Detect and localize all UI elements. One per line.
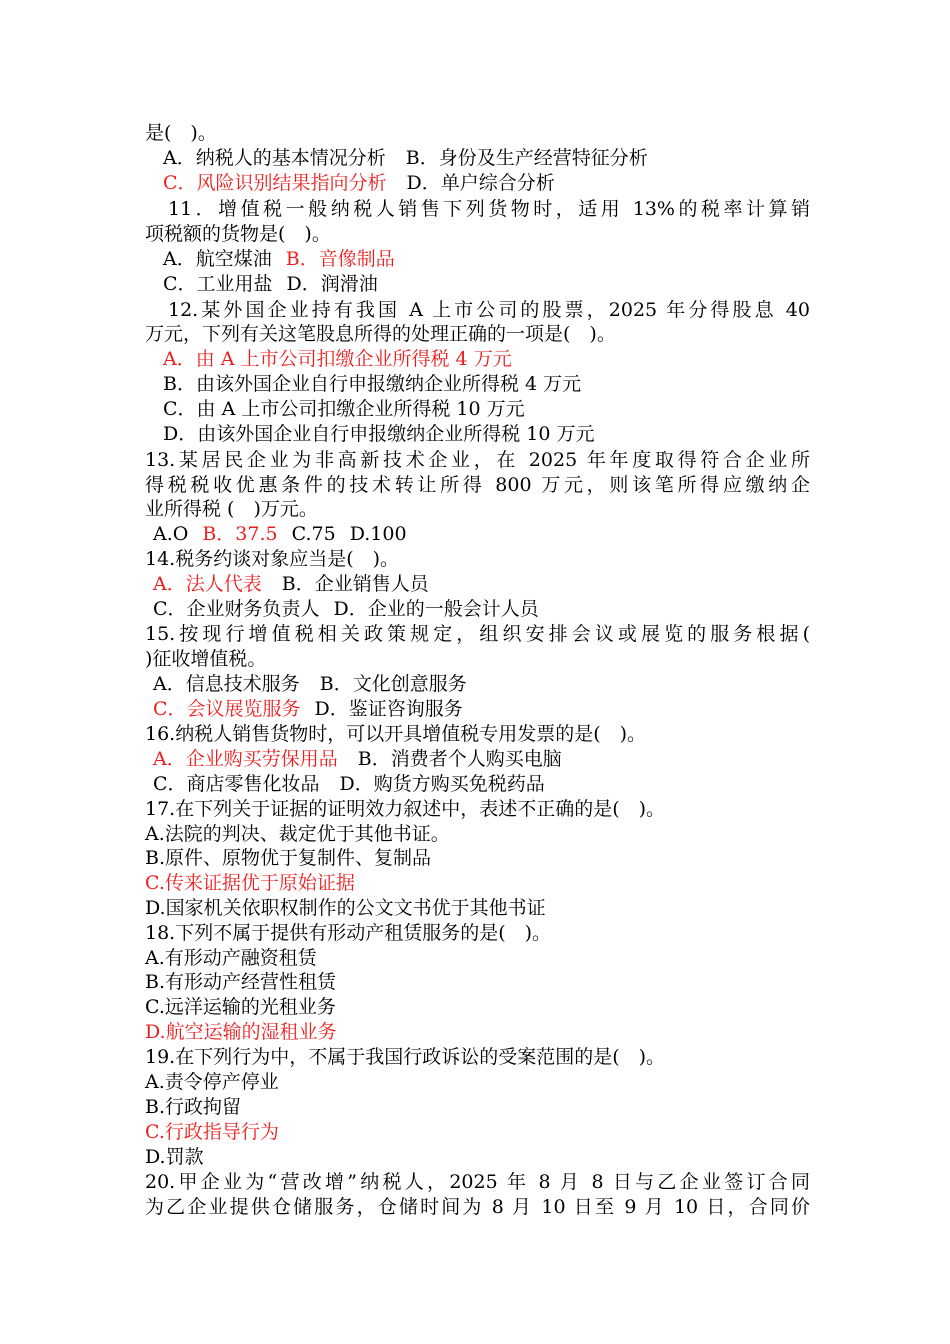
q10-option-c-answer: C．风险识别结果指向分析 (163, 172, 387, 194)
q12-stem-line2: 万元，下列有关这笔股息所得的处理正确的一项是( )。 (145, 323, 616, 345)
q15-options-ab (153, 672, 818, 697)
q17-option-a: A.法院的判决、裁定优于其他书证。 (145, 823, 450, 845)
q16-option-d: D．购货方购买免税药品 (339, 773, 545, 795)
q20-stem-line1: 20.甲企业为“营改增”纳税人，2025 年 8 月 8 日与乙企业签订合同 (145, 1171, 810, 1193)
q17-option-c-answer: C.传来证据优于原始证据 (145, 872, 355, 894)
q10-options-cd (163, 171, 828, 196)
q10-option-b: B．身份及生产经营特征分析 (405, 147, 648, 169)
q11-options-cd (163, 272, 828, 297)
q10-options-ab (163, 146, 828, 171)
q15-options-cd (153, 697, 818, 722)
q12-option-b: B．由该外国企业自行申报缴纳企业所得税 4 万元 (163, 373, 582, 395)
q17-stem: 17.在下列关于证据的证明效力叙述中，表述不正确的是( )。 (145, 798, 666, 820)
q14-option-d: D．企业的一般会计人员 (333, 598, 539, 620)
q14-options-cd (153, 597, 818, 622)
q12-option-a-answer: A．由 A 上市公司扣缴企业所得税 4 万元 (163, 348, 512, 370)
q10-option-d: D．单户综合分析 (406, 172, 555, 194)
q11-option-d: D．润滑油 (286, 273, 378, 295)
q19-option-a: A.责令停产停业 (145, 1071, 279, 1093)
q13-option-c: C.75 (291, 523, 336, 545)
q19-stem: 19.在下列行为中，不属于我国行政诉讼的受案范围的是( )。 (145, 1046, 666, 1068)
q10-option-a: A．纳税人的基本情况分析 (163, 147, 386, 169)
q12-option-c: C．由 A 上市公司扣缴企业所得税 10 万元 (163, 398, 525, 420)
q13-option-d: D.100 (349, 523, 407, 545)
q18-option-c: C.远洋运输的光租业务 (145, 996, 336, 1018)
q11-option-a: A．航空煤油 (163, 248, 272, 270)
q16-option-c: C．商店零售化妆品 (153, 773, 320, 795)
q20-stem-line2: 为乙企业提供仓储服务，仓储时间为 8 月 10 日至 9 月 10 日，合同价 (145, 1196, 810, 1218)
q11-stem-line2: 项税额的货物是( )。 (145, 223, 331, 245)
q13-options (153, 522, 818, 547)
q18-option-b: B.有形动产经营性租赁 (145, 971, 337, 993)
q19-option-b: B.行政拘留 (145, 1096, 242, 1118)
q11-options-ab (163, 247, 828, 272)
q11-option-c: C．工业用盐 (163, 273, 273, 295)
q11-option-b-answer: B．音像制品 (285, 248, 395, 270)
q16-options-cd (153, 772, 818, 797)
q15-stem-line1: 15.按现行增值税相关政策规定，组织安排会议或展览的服务根据( (145, 623, 810, 645)
q13-stem-line3: 业所得税 ( )万元。 (145, 498, 318, 520)
q19-option-c-answer: C.行政指导行为 (145, 1121, 279, 1143)
q14-option-b: B．企业销售人员 (281, 573, 429, 595)
q15-stem-line2: )征收增值税。 (145, 648, 267, 670)
q12-stem-line1: 12.某外国企业持有我国 A 上市公司的股票，2025 年分得股息 40 (168, 299, 810, 321)
q15-option-c-answer: C．会议展览服务 (153, 698, 301, 720)
q16-option-b: B．消费者个人购买电脑 (357, 748, 562, 770)
q14-options-ab (153, 572, 818, 597)
q19-option-d: D.罚款 (145, 1146, 204, 1168)
q15-option-b: B．文化创意服务 (319, 673, 467, 695)
q17-option-d: D.国家机关依职权制作的公文文书优于其他书证 (145, 897, 546, 919)
q18-option-a: A.有形动产融资租赁 (145, 947, 317, 969)
q14-option-a-answer: A．法人代表 (153, 573, 262, 595)
q14-stem: 14.税务约谈对象应当是( )。 (145, 548, 400, 570)
q18-option-d-answer: D.航空运输的湿租业务 (145, 1021, 337, 1043)
q15-option-a: A．信息技术服务 (153, 673, 300, 695)
q16-stem: 16.纳税人销售货物时，可以开具增值税专用发票的是( )。 (145, 723, 647, 745)
q12-option-d: D．由该外国企业自行申报缴纳企业所得税 10 万元 (163, 423, 595, 445)
q13-option-a: A.O (153, 523, 189, 545)
q14-option-c: C．企业财务负责人 (153, 598, 320, 620)
q11-stem-line1: 11．增值税一般纳税人销售下列货物时，适用 13%的税率计算销 (168, 198, 810, 220)
q13-option-b-answer: B．37.5 (202, 523, 278, 545)
q15-option-d: D．鉴证咨询服务 (314, 698, 463, 720)
q16-option-a-answer: A．企业购买劳保用品 (153, 748, 338, 770)
q13-stem-line2: 得税税收优惠条件的技术转让所得 800 万元，则该笔所得应缴纳企 (145, 474, 810, 496)
q13-stem-line1: 13.某居民企业为非高新技术企业，在 2025 年年度取得符合企业所 (145, 449, 810, 471)
q18-stem: 18.下列不属于提供有形动产租赁服务的是( )。 (145, 922, 552, 944)
q16-options-ab (153, 747, 818, 772)
q17-option-b: B.原件、原物优于复制件、复制品 (145, 847, 432, 869)
q10-stem-end: 是( )。 (145, 122, 217, 144)
